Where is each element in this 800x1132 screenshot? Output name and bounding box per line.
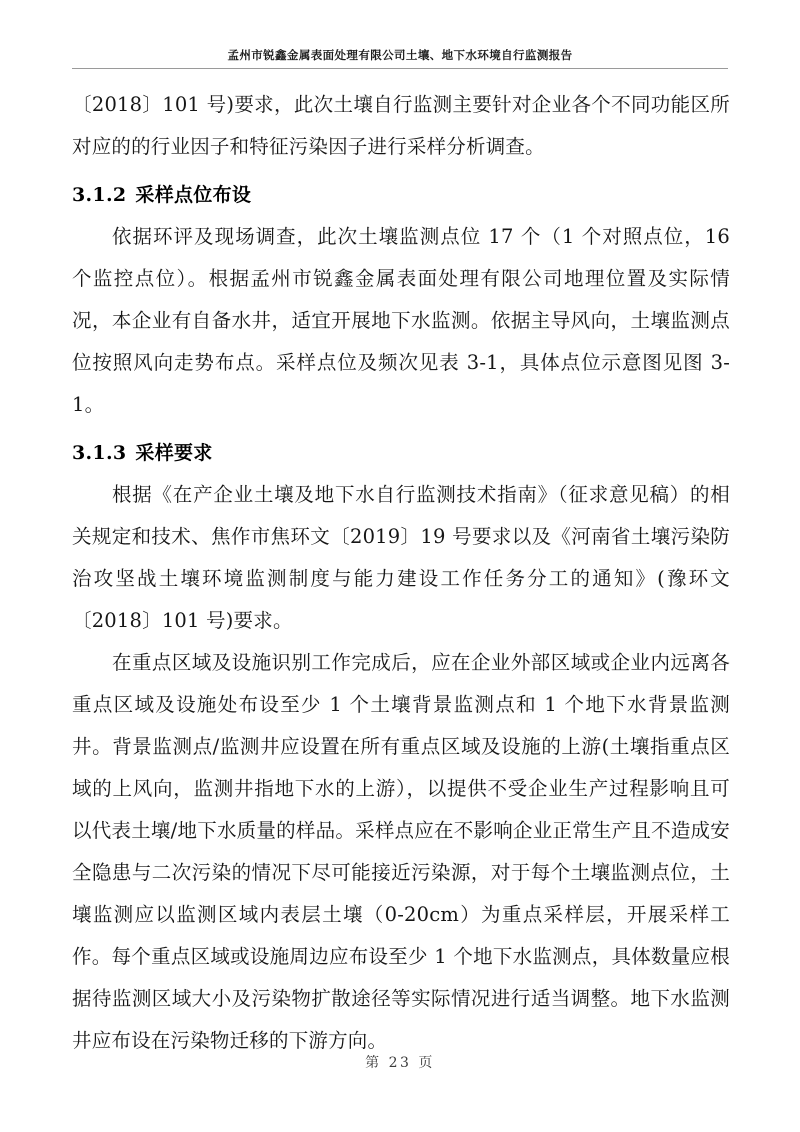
heading-3-1-2-title: 采样点位布设	[135, 184, 252, 206]
header-divider	[72, 68, 728, 69]
page-header	[72, 47, 728, 77]
paragraph-sampling-points: 依据环评及现场调查，此次土壤监测点位 17 个（1 个对照点位，16 个监控点位）。根据孟州市锐鑫金属表面处理有限公司地理位置及实际情况，本企业有自备水井，适宜开展地下水监测。依据主导风向，土壤监测点位按照风向走势布点。采样点位及频次见表 3-1，具体点位示意图见图 3-1。	[72, 225, 730, 416]
page-body	[72, 84, 730, 1062]
header-title: 孟州市锐鑫金属表面处理有限公司土壤、地下水环境自行监测报告	[227, 48, 573, 62]
heading-3-1-3-title: 采样要求	[135, 442, 213, 464]
page-number: 第 23 页	[365, 1055, 435, 1071]
heading-3-1-2-number: 3.1.2	[72, 184, 127, 206]
paragraph-sampling-requirements-detail: 在重点区域及设施识别工作完成后，应在企业外部区域或企业内远离各重点区域及设施处布设至少 1 个土壤背景监测点和 1 个地下水背景监测井。背景监测点/监测井应设置在所有重点区域及设施的上游(土壤指重点区域的上风向，监测井指地下水的上游），以提供不受企业生产过程影响且可以代表土壤/地下水质量的样品。采样点应在不影响企业正常生产且不造成安全隐患与二次污染的情况下尽可能接近污染源，对于每个土壤监测点位，土壤监测应以监测区域内表层土壤（0-20cm）为重点采样层，开展采样工作。每个重点区域或设施周边应布设至少 1 个地下水监测点，具体数量应根据待监测区域大小及污染物扩散途径等实际情况进行适当调整。地下水监测井应布设在污染物迁移的下游方向。	[72, 651, 730, 1052]
paragraph-sampling-requirements-basis: 根据《在产企业土壤及地下水自行监测技术指南》（征求意见稿）的相关规定和技术、焦作市焦环文〔2019〕19 号要求以及《河南省土壤污染防治攻坚战土壤环境监测制度与能力建设工作任务分工的通知》(豫环文〔2018〕101 号)要求。	[72, 483, 730, 632]
heading-3-1-3-number: 3.1.3	[72, 442, 127, 464]
heading-3-1-2	[72, 174, 730, 216]
heading-3-1-3	[72, 432, 730, 474]
paragraph-continued: 〔2018〕101 号)要求，此次土壤自行监测主要针对企业各个不同功能区所对应的的行业因子和特征污染因子进行采样分析调查。	[72, 93, 730, 158]
page-footer	[0, 1052, 800, 1073]
